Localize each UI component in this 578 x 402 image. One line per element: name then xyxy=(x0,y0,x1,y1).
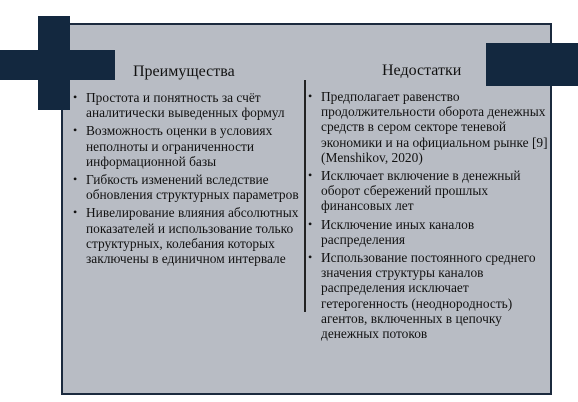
list-item-text: Простота и понятность за счёт аналитически выведенных формул xyxy=(86,90,285,121)
list-item-text: Исключает включение в денежный оборот сбережений прошлых финансовых лет xyxy=(321,168,521,214)
bullet-icon: • xyxy=(308,250,313,265)
list-item xyxy=(305,250,554,341)
advantages-heading: Преимущества xyxy=(133,63,235,80)
list-item xyxy=(70,205,302,266)
list-item xyxy=(70,123,302,169)
list-item xyxy=(305,217,554,247)
advantages-list xyxy=(70,90,302,269)
list-item xyxy=(70,172,302,202)
list-item xyxy=(305,89,554,165)
disadvantages-list xyxy=(305,89,554,344)
bullet-icon: • xyxy=(73,172,78,187)
bullet-icon: • xyxy=(308,216,313,231)
bullet-icon: • xyxy=(73,90,78,104)
bullet-icon: • xyxy=(308,168,313,183)
corner-decoration xyxy=(486,43,578,86)
list-item-text: Нивелирование влияния абсолютных показателей и использование только структурных, колебания которых заключены в единичном интервале xyxy=(86,205,299,267)
list-item-text: Гибкость изменений вследствие обновления структурных параметров xyxy=(86,172,299,203)
list-item-text: Исключение иных каналов распределения xyxy=(321,216,475,247)
list-item-text: Использование постоянного среднего значения структуры каналов распределения исключает гетерогенность (неоднородность) агентов, включенных в цепочку денежных потоков xyxy=(321,250,536,342)
bullet-icon: • xyxy=(73,205,78,220)
list-item xyxy=(305,168,554,214)
list-item xyxy=(70,90,302,120)
list-item-text: Возможность оценки в условиях неполноты и ограниченности информационной базы xyxy=(86,123,273,169)
disadvantages-heading: Недостатки xyxy=(382,62,462,79)
bullet-icon: • xyxy=(308,89,313,103)
list-item-text: Предполагает равенство продолжительности оборота денежных средств в сером секторе теневой экономики и на официальном рынке [9](Menshikov, 2020) xyxy=(321,89,548,165)
bullet-icon: • xyxy=(73,123,78,138)
cross-decoration-horizontal xyxy=(0,50,115,80)
